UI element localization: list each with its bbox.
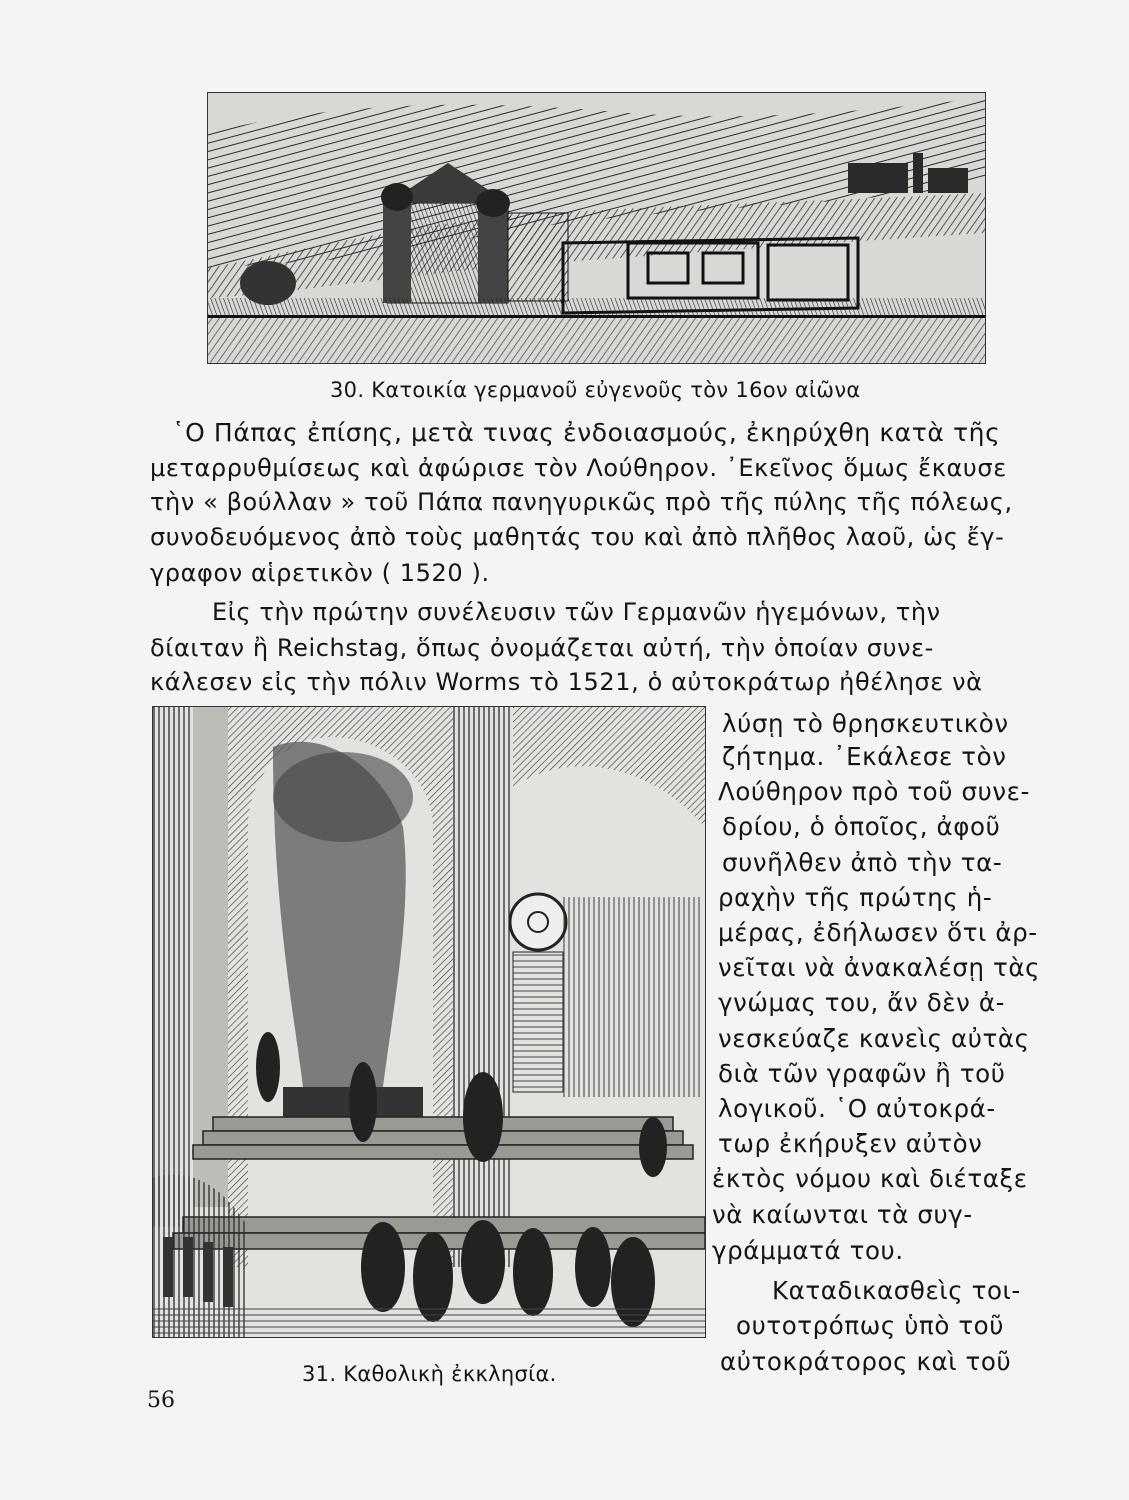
column-text-line: λύσῃ τὸ θρησκευτικὸν [722,709,1009,738]
body-text-line: κάλεσεν εἰς τὴν πόλιν Worms τὸ 1521, ὁ αὐτοκράτωρ ἠθέλησε νὰ [150,668,983,696]
column-text-line: νεσκεύαζε κανεὶς αὐτὰς [718,1024,1030,1053]
column-text-line: μέρας, ἐδήλωσεν ὅτι ἀρ- [718,918,1038,947]
column-text-line: ζήτημα. ᾿Εκάλεσε τὸν [722,742,1007,771]
body-text-line: συνοδευόμενος ἀπὸ τοὺς μαθητάς του καὶ ἀπὸ πλῆθος λαοῦ, ὡς ἔγ- [150,523,1005,551]
figure-30-caption: 30. Κατοικία γερμανοῦ εὐγενοῦς τὸν 16ον αἰῶνα [330,378,861,402]
column-text-line: γράμματά του. [712,1236,904,1265]
body-text-line: Εἰς τὴν πρώτην συνέλευσιν τῶν Γερμανῶν ἡγεμόνων, τὴν [212,598,941,626]
column-text-line: τωρ ἐκήρυξεν αὐτὸν [718,1129,983,1158]
body-text-line: γραφον αἱρετικὸν ( 1520 ). [150,559,490,587]
column-text-line: διὰ τῶν γραφῶν ἢ τοῦ [718,1059,1006,1088]
column-text-line: Καταδικασθεὶς τοι- [772,1276,1021,1305]
column-text-line: ουτοτρόπως ὑπὸ τοῦ [736,1311,1005,1340]
column-text-line: ἐκτὸς νόμου καὶ διέταξε [712,1164,1028,1193]
body-text-line: τὴν « βούλλαν » τοῦ Πάπα πανηγυρικῶς πρὸ τῆς πύλης τῆς πόλεως, [150,488,1013,516]
body-text-line: ῾Ο Πάπας ἐπίσης, μετὰ τινας ἐνδοιασμούς, ἐκηρύχθη κατὰ τῆς [172,418,1001,447]
column-text-line: νὰ καίωνται τὰ συγ- [712,1200,973,1229]
body-text-line: μεταρρυθμίσεως καὶ ἀφώρισε τὸν Λούθηρον. ᾿Εκεῖνος ὅμως ἔκαυσε [150,454,1007,482]
column-text-line: ραχὴν τῆς πρώτης ἡ- [718,883,993,912]
column-text-line: συνῆλθεν ἀπὸ τὴν τα- [722,848,1003,877]
column-text-line: Λούθηρον πρὸ τοῦ συνε- [718,777,1030,806]
column-text-line: νεῖται νὰ ἀνακαλέσῃ τὰς [718,953,1041,982]
church-interior-illustration [153,707,705,1337]
manor-house-illustration [208,93,985,363]
column-text-line: λογικοῦ. ῾Ο αὐτοκρά- [718,1094,996,1123]
body-text-line: δίαιταν ἢ Reichstag, ὅπως ὀνομάζεται αὐτή, τὴν ὁποίαν συνε- [150,634,934,662]
figure-31-engraving [152,706,706,1338]
figure-31-caption: 31. Καθολικὴ ἐκκλησία. [302,1362,557,1386]
column-text-line: δρίου, ὁ ὁποῖος, ἀφοῦ [722,812,1001,841]
figure-30-engraving [207,92,986,364]
column-text-line: αὐτοκράτορος καὶ τοῦ [720,1347,1012,1376]
column-text-line: γνώμας του, ἄν δὲν ἀ- [718,988,1006,1017]
page-number: 56 [147,1388,175,1413]
